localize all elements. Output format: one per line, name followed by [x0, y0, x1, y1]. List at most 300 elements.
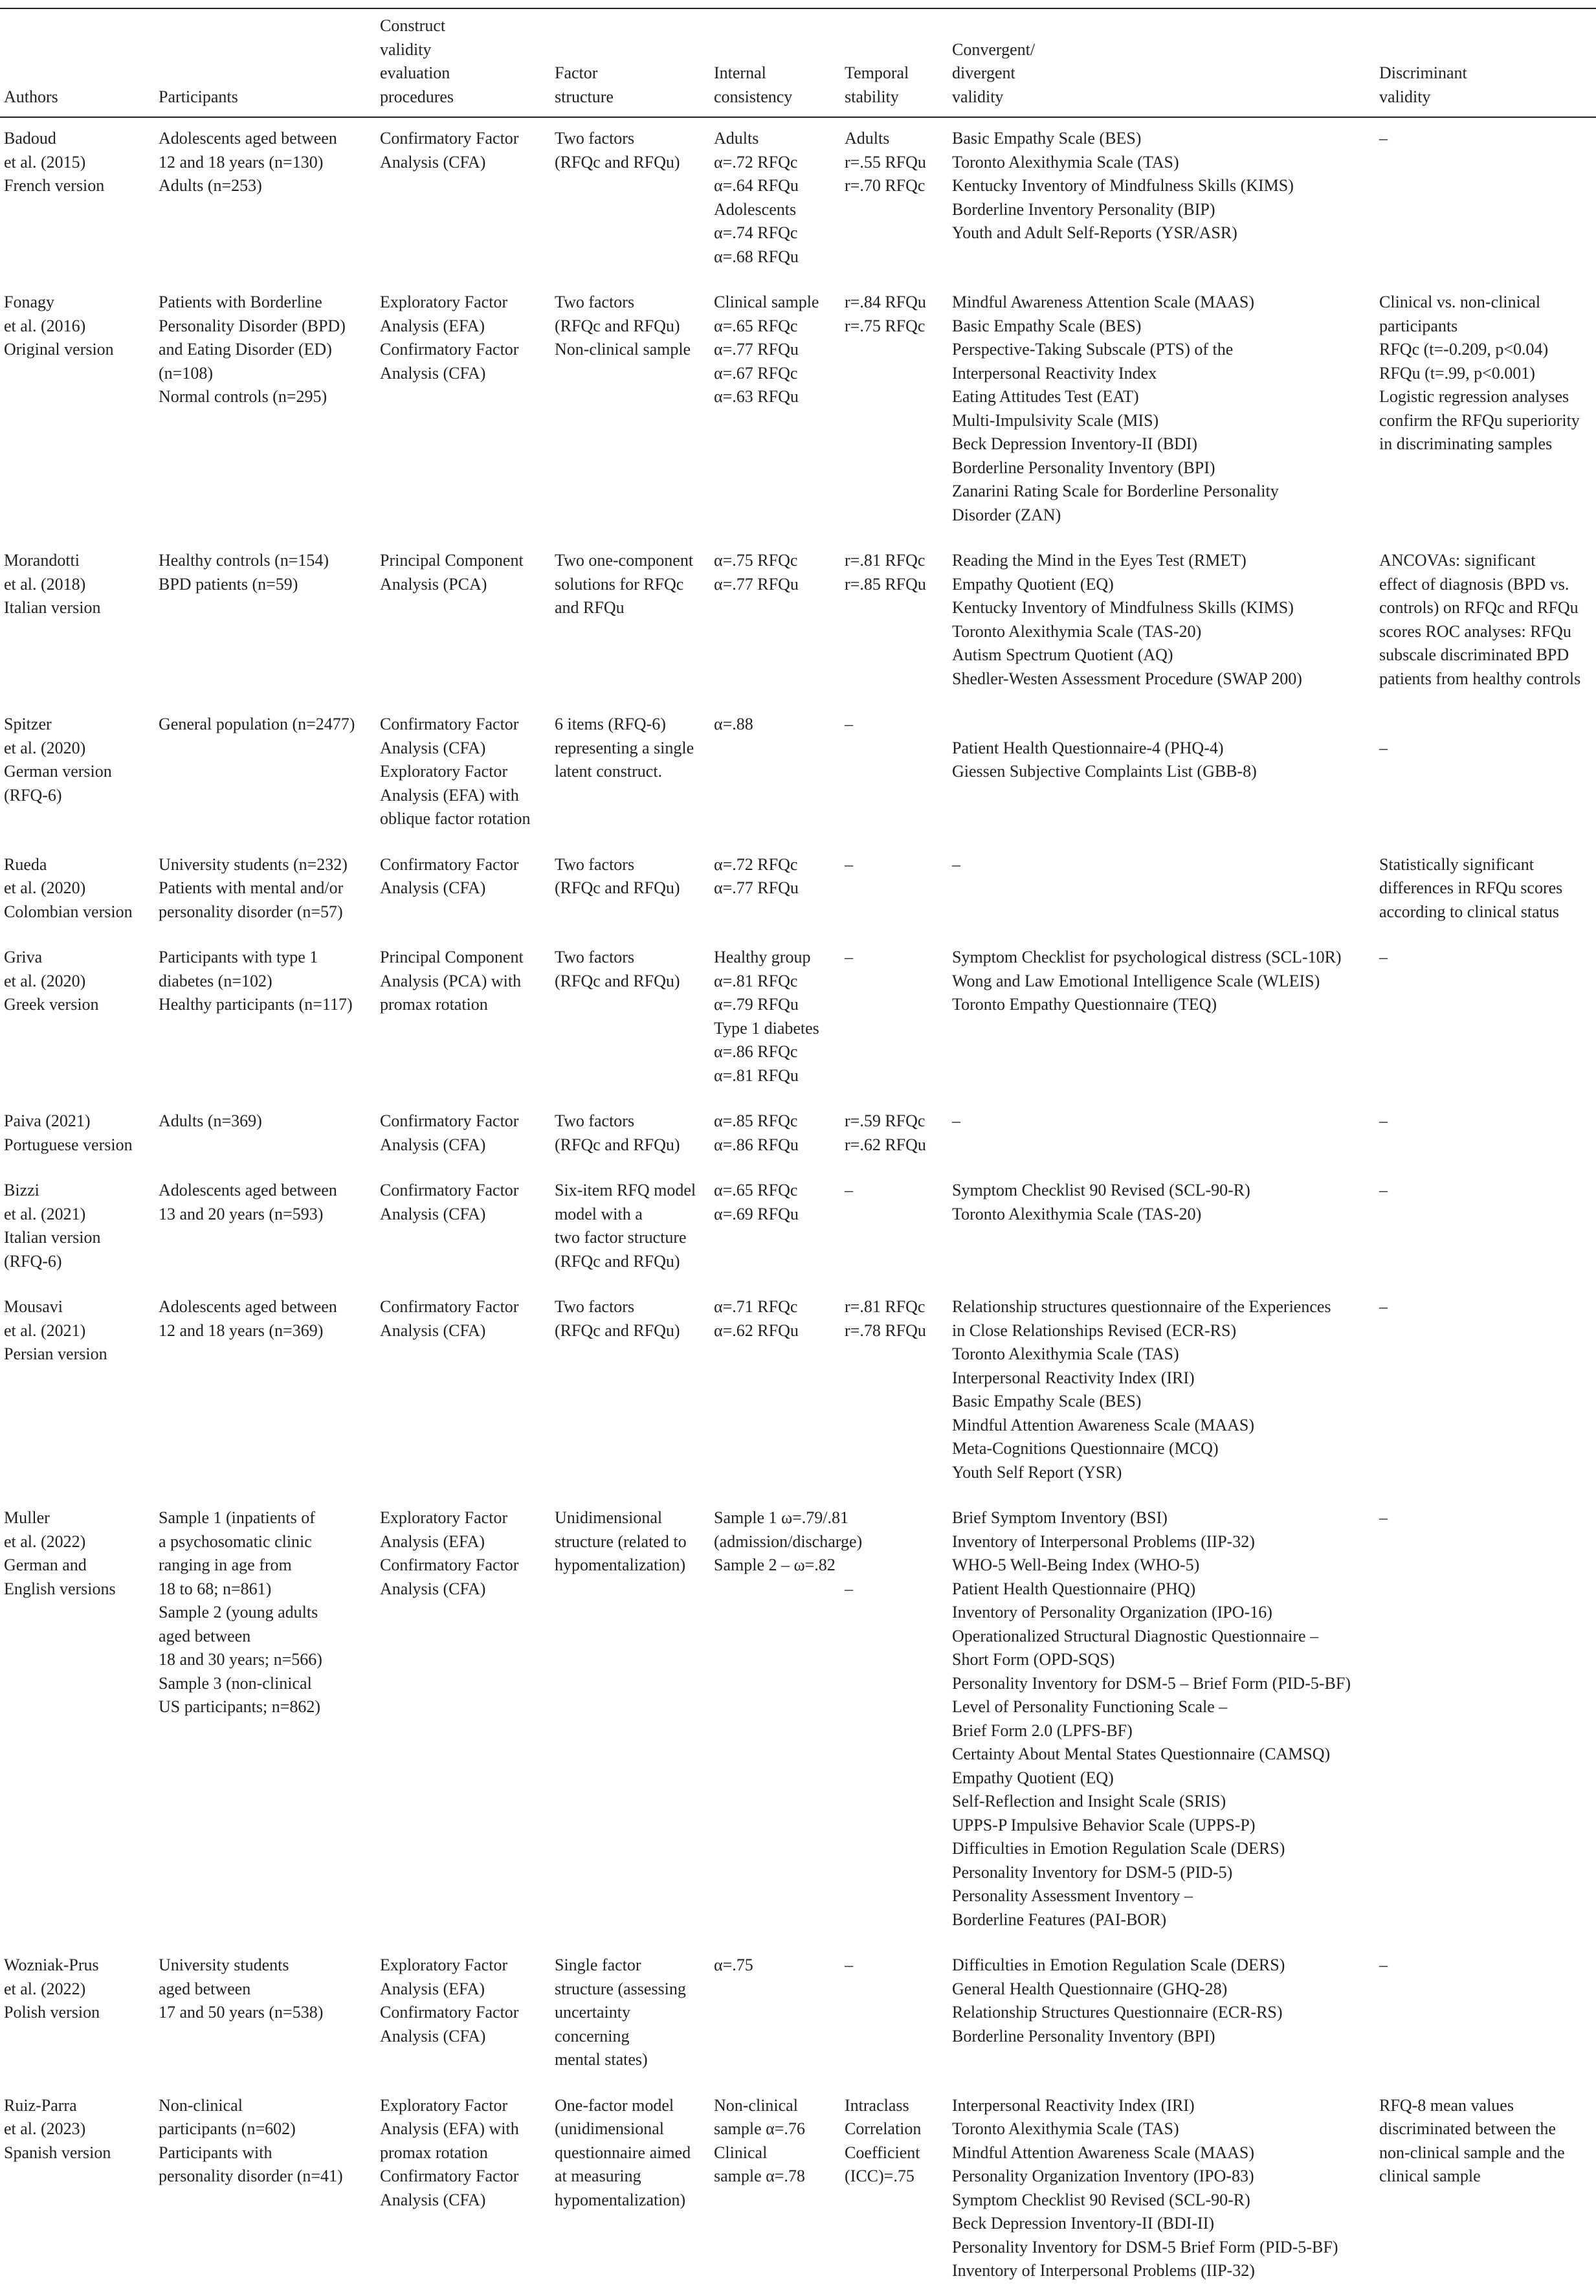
cell-line: Multi-Impulsivity Scale (MIS): [952, 410, 1159, 430]
cell-line: University students: [159, 1956, 289, 1974]
cell-convergent-divergent-validity: [948, 1497, 1375, 1945]
cell-line: Exploratory Factor: [380, 2095, 508, 2115]
cell-line: Personality Inventory for DSM-5 (PID-5): [952, 1862, 1233, 1882]
cell-participants: [155, 282, 376, 540]
cell-line: Mindful Awareness Attention Scale (MAAS): [952, 293, 1254, 311]
cell-line: questionnaire aimed: [555, 2143, 691, 2162]
cell-line: Mousavi: [4, 1297, 63, 1316]
cell-line: One-factor model: [555, 2095, 674, 2115]
cell-line: Confirmatory Factor: [380, 854, 519, 874]
cell-line: Ruiz-Parra: [4, 2095, 77, 2115]
cell-line: Giessen Subjective Complaints List (GBB-8): [952, 762, 1257, 781]
cell-construct-validity: [376, 1100, 551, 1170]
cell-line: representing a single: [555, 738, 694, 757]
cell-line: Reading the Mind in the Eyes Test (RMET): [952, 551, 1247, 570]
cell-convergent-divergent-validity: [948, 844, 1375, 937]
cell-line: Badoud: [4, 129, 56, 148]
cell-temporal-stability: [841, 282, 948, 540]
cell-line: Original version: [4, 340, 114, 359]
cell-line: α=.79 RFQu: [714, 995, 799, 1014]
cell-authors: [0, 1497, 155, 1945]
cell-line: Intraclass: [845, 2095, 909, 2115]
cell-line: Confirmatory Factor: [380, 2167, 519, 2185]
cell-line: Six-item RFQ model: [555, 1181, 696, 1199]
cell-line: aged between: [159, 1979, 251, 1998]
cell-line: hypomentalization): [555, 1555, 686, 1574]
cell-line: Spitzer: [4, 715, 52, 733]
cell-line: [845, 1554, 943, 1577]
cell-line: Sample 2 (young adults: [159, 1603, 318, 1622]
cell-line: Interpersonal Reactivity Index: [952, 363, 1157, 383]
cell-line: Youth Self Report (YSR): [952, 1462, 1122, 1482]
cell-line: structure (related to: [555, 1532, 687, 1551]
header-line: validity: [952, 87, 1004, 106]
cell-line: Statistically significant: [1379, 854, 1535, 874]
cell-discriminant-validity: [1375, 282, 1596, 540]
cell-line: Mindful Attention Awareness Scale (MAAS): [952, 1415, 1254, 1434]
table-row: [0, 282, 1596, 540]
cell-line: –: [1379, 1297, 1388, 1316]
cell-authors: [0, 704, 155, 844]
cell-line: (unidimensional: [555, 2119, 664, 2138]
cell-line: Beck Depression Inventory-II (BDI): [952, 434, 1198, 453]
cell-line: et al. (2022): [4, 1979, 86, 1998]
cell-line: Sample 3 (non-clinical: [159, 1673, 312, 1693]
cell-line: Persian version: [4, 1344, 107, 1363]
cell-discriminant-validity: [1375, 2085, 1596, 2296]
cell-line: Relationship structures questionnaire of the Experiences: [952, 1297, 1331, 1316]
cell-line: Two factors: [555, 293, 635, 311]
cell-line: sample α=.78: [714, 2167, 805, 2185]
cell-line: α=.85 RFQc: [714, 1111, 798, 1130]
cell-line: α=.68 RFQu: [714, 247, 799, 266]
cell-discriminant-validity: [1375, 1497, 1596, 1945]
header-line: Internal: [714, 63, 766, 82]
cell-line: r=.55 RFQu: [845, 152, 926, 172]
cell-line: Toronto Alexithymia Scale (TAS-20): [952, 1204, 1202, 1223]
cell-authors: [0, 117, 155, 282]
cell-line: α=.77 RFQu: [714, 574, 799, 594]
cell-line: α=.86 RFQu: [714, 1135, 799, 1154]
cell-line: et al. (2020): [4, 878, 86, 897]
cell-line: 18 and 30 years; n=566): [159, 1650, 322, 1669]
cell-line: –: [1379, 1111, 1388, 1130]
cell-construct-validity: [376, 937, 551, 1100]
cell-line: –: [845, 1181, 853, 1199]
cell-line: Mindful Attention Awareness Scale (MAAS): [952, 2143, 1254, 2162]
cell-line: Rueda: [4, 854, 47, 874]
cell-line: –: [845, 1579, 853, 1598]
cell-participants: [155, 540, 376, 704]
cell-line: Personality Organization Inventory (IPO-83): [952, 2167, 1254, 2185]
cell-line: concerning: [555, 2026, 630, 2045]
cell-line: Wozniak-Prus: [4, 1956, 99, 1974]
cell-line: Confirmatory Factor: [380, 340, 519, 359]
cell-line: (RFQc and RFQu): [555, 1251, 680, 1271]
cell-line: 17 and 50 years (n=538): [159, 2003, 324, 2022]
cell-line: Relationship Structures Questionnaire (ECR-RS): [952, 2003, 1283, 2022]
cell-factor-structure: [551, 937, 710, 1100]
cell-line: French version: [4, 176, 105, 195]
cell-line: Confirmatory Factor: [380, 715, 519, 733]
cell-line: (RFQc and RFQu): [555, 878, 680, 897]
cell-convergent-divergent-validity: [948, 937, 1375, 1100]
cell-line: r=.59 RFQc: [845, 1111, 925, 1130]
cell-line: Two factors: [555, 1111, 635, 1130]
cell-line: –: [1379, 129, 1388, 148]
cell-convergent-divergent-validity: [948, 540, 1375, 704]
table-row: [0, 1100, 1596, 1170]
cell-line: α=.67 RFQc: [714, 363, 798, 383]
cell-line: α=.77 RFQu: [714, 340, 799, 359]
cell-line: Adolescents aged between: [159, 1181, 337, 1199]
cell-line: German version: [4, 762, 112, 781]
header-line: procedures: [380, 87, 454, 106]
cell-line: Analysis (CFA): [380, 1321, 486, 1340]
cell-line: Disorder (ZAN): [952, 505, 1061, 524]
cell-temporal-stability: [841, 1286, 948, 1497]
cell-line: participants: [1379, 316, 1458, 335]
cell-line: BPD patients (n=59): [159, 574, 298, 594]
cell-participants: [155, 704, 376, 844]
cell-line: [845, 1506, 943, 1530]
cell-line: (RFQc and RFQu): [555, 152, 680, 172]
cell-line: according to clinical status: [1379, 902, 1559, 921]
cell-line: Analysis (CFA): [380, 152, 486, 172]
cell-factor-structure: [551, 117, 710, 282]
cell-construct-validity: [376, 2085, 551, 2296]
cell-line: personality disorder (n=57): [159, 902, 343, 921]
cell-authors: [0, 1170, 155, 1286]
cell-line: Toronto Empathy Questionnaire (TEQ): [952, 995, 1217, 1014]
cell-line: Coefficient: [845, 2143, 920, 2162]
cell-line: –: [845, 715, 853, 733]
cell-line: Operationalized Structural Diagnostic Questionnaire –: [952, 1626, 1319, 1645]
cell-line: r=.75 RFQc: [845, 316, 925, 335]
cell-line: (RFQ-6): [4, 785, 62, 805]
cell-participants: [155, 1497, 376, 1945]
cell-line: Toronto Alexithymia Scale (TAS-20): [952, 621, 1202, 641]
cell-line: Italian version: [4, 598, 101, 617]
cell-line: –: [952, 1111, 960, 1130]
cell-line: –: [845, 1956, 853, 1974]
cell-line: Single factor: [555, 1956, 641, 1974]
cell-line: (RFQc and RFQu): [555, 1135, 680, 1154]
cell-line: Sample 1 (inpatients of: [159, 1508, 315, 1527]
cell-participants: [155, 1286, 376, 1497]
cell-line: Interpersonal Reactivity Index (IRI): [952, 1368, 1195, 1387]
cell-line: Youth and Adult Self-Reports (YSR/ASR): [952, 223, 1237, 242]
cell-line: Two factors: [555, 1297, 635, 1316]
cell-discriminant-validity: [1375, 937, 1596, 1100]
cell-line: Portuguese version: [4, 1135, 133, 1154]
cell-line: α=.74 RFQc: [714, 223, 798, 242]
cell-construct-validity: [376, 1945, 551, 2085]
cell-construct-validity: [376, 1170, 551, 1286]
cell-line: Adults: [714, 129, 759, 148]
cell-line: (n=108): [159, 363, 213, 383]
cell-line: US participants; n=862): [159, 1697, 321, 1716]
header-line: Participants: [159, 87, 238, 106]
cell-line: Muller: [4, 1508, 50, 1527]
cell-factor-structure: [551, 1100, 710, 1170]
cell-construct-validity: [376, 540, 551, 704]
cell-line: Principal Component: [380, 948, 524, 966]
cell-line: α=.72 RFQc: [714, 152, 798, 172]
cell-line: (admission/discharge): [714, 1532, 863, 1551]
cell-factor-structure: [551, 2085, 710, 2296]
cell-line: Meta-Cognitions Questionnaire (MCQ): [952, 1439, 1219, 1458]
cell-line: Toronto Alexithymia Scale (TAS): [952, 152, 1179, 172]
cell-line: 18 to 68; n=861): [159, 1579, 272, 1598]
cell-internal-consistency: [710, 1170, 841, 1286]
cell-line: Analysis (CFA): [380, 2026, 486, 2045]
cell-factor-structure: [551, 1945, 710, 2085]
cell-convergent-divergent-validity: [948, 117, 1375, 282]
header-line: validity: [1379, 87, 1431, 106]
cell-line: sample α=.76: [714, 2119, 805, 2138]
cell-convergent-divergent-validity: [948, 1100, 1375, 1170]
cell-line: Exploratory Factor: [380, 1956, 508, 1974]
cell-line: Bizzi: [4, 1181, 39, 1199]
cell-temporal-stability: [841, 2085, 948, 2296]
column-header-convergent-divergent-validity: [948, 8, 1375, 117]
cell-internal-consistency: [710, 540, 841, 704]
cell-line: r=.62 RFQu: [845, 1135, 926, 1154]
cell-line: Analysis (CFA): [380, 738, 486, 757]
cell-line: Analysis (CFA): [380, 1204, 486, 1223]
cell-line: (RFQc and RFQu): [555, 971, 680, 990]
table-row: [0, 704, 1596, 844]
cell-line: α=.63 RFQu: [714, 387, 799, 406]
cell-line: –: [845, 948, 853, 966]
cell-internal-consistency: [710, 117, 841, 282]
cell-line: r=.70 RFQc: [845, 176, 925, 195]
cell-participants: [155, 1170, 376, 1286]
table-row: [0, 1170, 1596, 1286]
cell-internal-consistency: [710, 1100, 841, 1170]
cell-line: α=.72 RFQc: [714, 854, 798, 874]
cell-line: et al. (2015): [4, 152, 86, 172]
cell-line: et al. (2022): [4, 1532, 86, 1551]
cell-line: WHO-5 Well-Being Index (WHO-5): [952, 1555, 1200, 1574]
cell-temporal-stability: [841, 844, 948, 937]
cell-line: Confirmatory Factor: [380, 1181, 519, 1199]
table-row: [0, 540, 1596, 704]
cell-line: Healthy controls (n=154): [159, 551, 329, 570]
cell-discriminant-validity: [1375, 1170, 1596, 1286]
cell-line: Adolescents aged between: [159, 129, 337, 148]
cell-line: –: [845, 854, 853, 874]
cell-discriminant-validity: [1375, 1945, 1596, 2085]
cell-line: Analysis (EFA) with: [380, 785, 519, 805]
header-line: Factor: [555, 63, 598, 82]
cell-line: Confirmatory Factor: [380, 1111, 519, 1130]
cell-line: Clinical vs. non-clinical: [1379, 293, 1541, 311]
cell-line: Interpersonal Reactivity Index (IRI): [952, 2095, 1195, 2115]
cell-authors: [0, 844, 155, 937]
cell-line: α=.69 RFQu: [714, 1204, 799, 1223]
cell-line: α=.75 RFQc: [714, 551, 798, 570]
cell-line: Clinical: [714, 2143, 768, 2162]
table-row: [0, 117, 1596, 282]
cell-line: α=.64 RFQu: [714, 176, 799, 195]
cell-authors: [0, 1945, 155, 2085]
cell-authors: [0, 1100, 155, 1170]
cell-line: Brief Symptom Inventory (BSI): [952, 1508, 1168, 1527]
cell-line: latent construct.: [555, 762, 663, 781]
cell-line: ANCOVAs: significant: [1379, 551, 1536, 570]
cell-line: Non-clinical: [159, 2095, 243, 2115]
cell-line: Adults (n=369): [159, 1111, 262, 1130]
cell-temporal-stability: [841, 1170, 948, 1286]
cell-line: Italian version: [4, 1228, 101, 1247]
cell-convergent-divergent-validity: [948, 2085, 1375, 2296]
header-line: Convergent/: [952, 39, 1036, 59]
cell-line: Borderline Personality Inventory (BPI): [952, 2026, 1215, 2045]
cell-line: promax rotation: [380, 2143, 488, 2162]
cell-line: Clinical sample: [714, 293, 819, 311]
cell-line: Two factors: [555, 854, 635, 874]
cell-line: –: [952, 854, 960, 874]
cell-line: Toronto Alexithymia Scale (TAS): [952, 1344, 1179, 1363]
cell-factor-structure: [551, 1497, 710, 1945]
cell-line: et al. (2020): [4, 738, 86, 757]
cell-convergent-divergent-validity: [948, 1945, 1375, 2085]
cell-line: Adults (n=253): [159, 176, 262, 195]
cell-line: Principal Component: [380, 551, 524, 570]
cell-line: Confirmatory Factor: [380, 1297, 519, 1316]
cell-line: Autism Spectrum Quotient (AQ): [952, 645, 1173, 664]
header-line: evaluation: [380, 63, 450, 82]
cell-line: Morandotti: [4, 551, 80, 570]
cell-construct-validity: [376, 1497, 551, 1945]
cell-line: diabetes (n=102): [159, 971, 272, 990]
cell-line: Basic Empathy Scale (BES): [952, 316, 1142, 335]
cell-line: 12 and 18 years (n=130): [159, 152, 324, 172]
cell-line: Adolescents aged between: [159, 1297, 337, 1316]
cell-line: Patients with Borderline: [159, 293, 322, 311]
cell-discriminant-validity: [1375, 117, 1596, 282]
cell-line: University students (n=232): [159, 854, 348, 874]
cell-line: 6 items (RFQ-6): [555, 715, 666, 733]
cell-authors: [0, 540, 155, 704]
header-line: validity: [380, 39, 432, 59]
cell-factor-structure: [551, 282, 710, 540]
cell-discriminant-validity: [1375, 540, 1596, 704]
validation-studies-table: [0, 8, 1596, 2296]
cell-line: Inventory of Interpersonal Problems (IIP-32): [952, 1532, 1255, 1551]
column-header-construct-validity: [376, 8, 551, 117]
cell-line: et al. (2021): [4, 1321, 86, 1340]
cell-line: Non-clinical sample: [555, 340, 691, 359]
cell-line: patients from healthy controls: [1379, 669, 1581, 688]
cell-discriminant-validity: [1375, 844, 1596, 937]
cell-line: Shedler-Westen Assessment Procedure (SWAP 200): [952, 669, 1302, 688]
cell-line: Basic Empathy Scale (BES): [952, 1392, 1142, 1410]
table-row: [0, 2085, 1596, 2296]
cell-line: Analysis (EFA) with: [380, 2119, 519, 2138]
cell-temporal-stability: [841, 704, 948, 844]
cell-line: et al. (2020): [4, 971, 86, 990]
header-line: Temporal: [845, 63, 909, 82]
cell-line: and RFQu: [555, 598, 625, 617]
cell-construct-validity: [376, 844, 551, 937]
cell-line: α=.81 RFQc: [714, 971, 798, 990]
cell-line: α=.62 RFQu: [714, 1321, 799, 1340]
cell-line: α=.71 RFQc: [714, 1297, 798, 1316]
cell-participants: [155, 1100, 376, 1170]
cell-line: Exploratory Factor: [380, 762, 508, 781]
cell-internal-consistency: [710, 282, 841, 540]
cell-line: General population (n=2477): [159, 715, 355, 733]
cell-line: oblique factor rotation: [380, 809, 531, 828]
cell-line: α=.81 RFQu: [714, 1065, 799, 1085]
cell-line: –: [1379, 1508, 1388, 1527]
cell-line: Kentucky Inventory of Mindfulness Skills (KIMS): [952, 176, 1294, 195]
cell-line: Normal controls (n=295): [159, 387, 327, 406]
cell-line: Borderline Personality Inventory (BPI): [952, 458, 1215, 477]
cell-factor-structure: [551, 1170, 710, 1286]
cell-line: et al. (2023): [4, 2119, 86, 2138]
header-line: stability: [845, 87, 899, 106]
column-header-discriminant-validity: [1375, 8, 1596, 117]
cell-line: a psychosomatic clinic: [159, 1532, 312, 1551]
table-header-row: [0, 8, 1596, 117]
cell-line: scores ROC analyses: RFQu: [1379, 621, 1571, 641]
cell-line: Kentucky Inventory of Mindfulness Skills (KIMS): [952, 598, 1294, 617]
cell-line: Confirmatory Factor: [380, 1555, 519, 1574]
cell-line: et al. (2021): [4, 1204, 86, 1223]
cell-line: RFQ-8 mean values: [1379, 2095, 1514, 2115]
cell-line: α=.65 RFQc: [714, 316, 798, 335]
cell-line: Difficulties in Emotion Regulation Scale (DERS): [952, 1956, 1285, 1974]
cell-line: Inventory of Interpersonal Problems (IIP-32): [952, 2261, 1255, 2280]
cell-line: et al. (2018): [4, 574, 86, 594]
cell-authors: [0, 1286, 155, 1497]
cell-line: promax rotation: [380, 995, 488, 1014]
column-header-temporal-stability: [841, 8, 948, 117]
cell-internal-consistency: [710, 2085, 841, 2296]
cell-line: α=.77 RFQu: [714, 878, 799, 897]
cell-line: (ICC)=.75: [845, 2167, 914, 2185]
header-line: Discriminant: [1379, 63, 1467, 82]
cell-line: Patient Health Questionnaire-4 (PHQ-4): [952, 738, 1224, 757]
cell-line: Two one-component: [555, 551, 694, 570]
cell-authors: [0, 282, 155, 540]
cell-line: aged between: [159, 1626, 251, 1645]
cell-line: General Health Questionnaire (GHQ-28): [952, 1979, 1228, 1998]
cell-line: Adults: [845, 129, 890, 148]
cell-line: (RFQ-6): [4, 1251, 62, 1271]
cell-line: Self-Reflection and Insight Scale (SRIS): [952, 1792, 1226, 1811]
cell-convergent-divergent-validity: [948, 1286, 1375, 1497]
cell-internal-consistency: [710, 1286, 841, 1497]
cell-line: Certainty About Mental States Questionnaire (CAMSQ): [952, 1744, 1331, 1763]
cell-authors: [0, 2085, 155, 2296]
cell-line: ranging in age from: [159, 1555, 292, 1574]
cell-line: Sample 2 – ω=.82: [714, 1555, 836, 1574]
cell-line: mental states): [555, 2050, 648, 2069]
cell-line: α=.88: [714, 715, 753, 733]
cell-line: –: [1379, 738, 1388, 757]
cell-line: α=.65 RFQc: [714, 1181, 798, 1199]
cell-line: Colombian version: [4, 902, 133, 921]
cell-line: Analysis (CFA): [380, 878, 486, 897]
cell-line: uncertainty: [555, 2003, 630, 2022]
cell-construct-validity: [376, 1286, 551, 1497]
header-line: Authors: [4, 87, 58, 106]
